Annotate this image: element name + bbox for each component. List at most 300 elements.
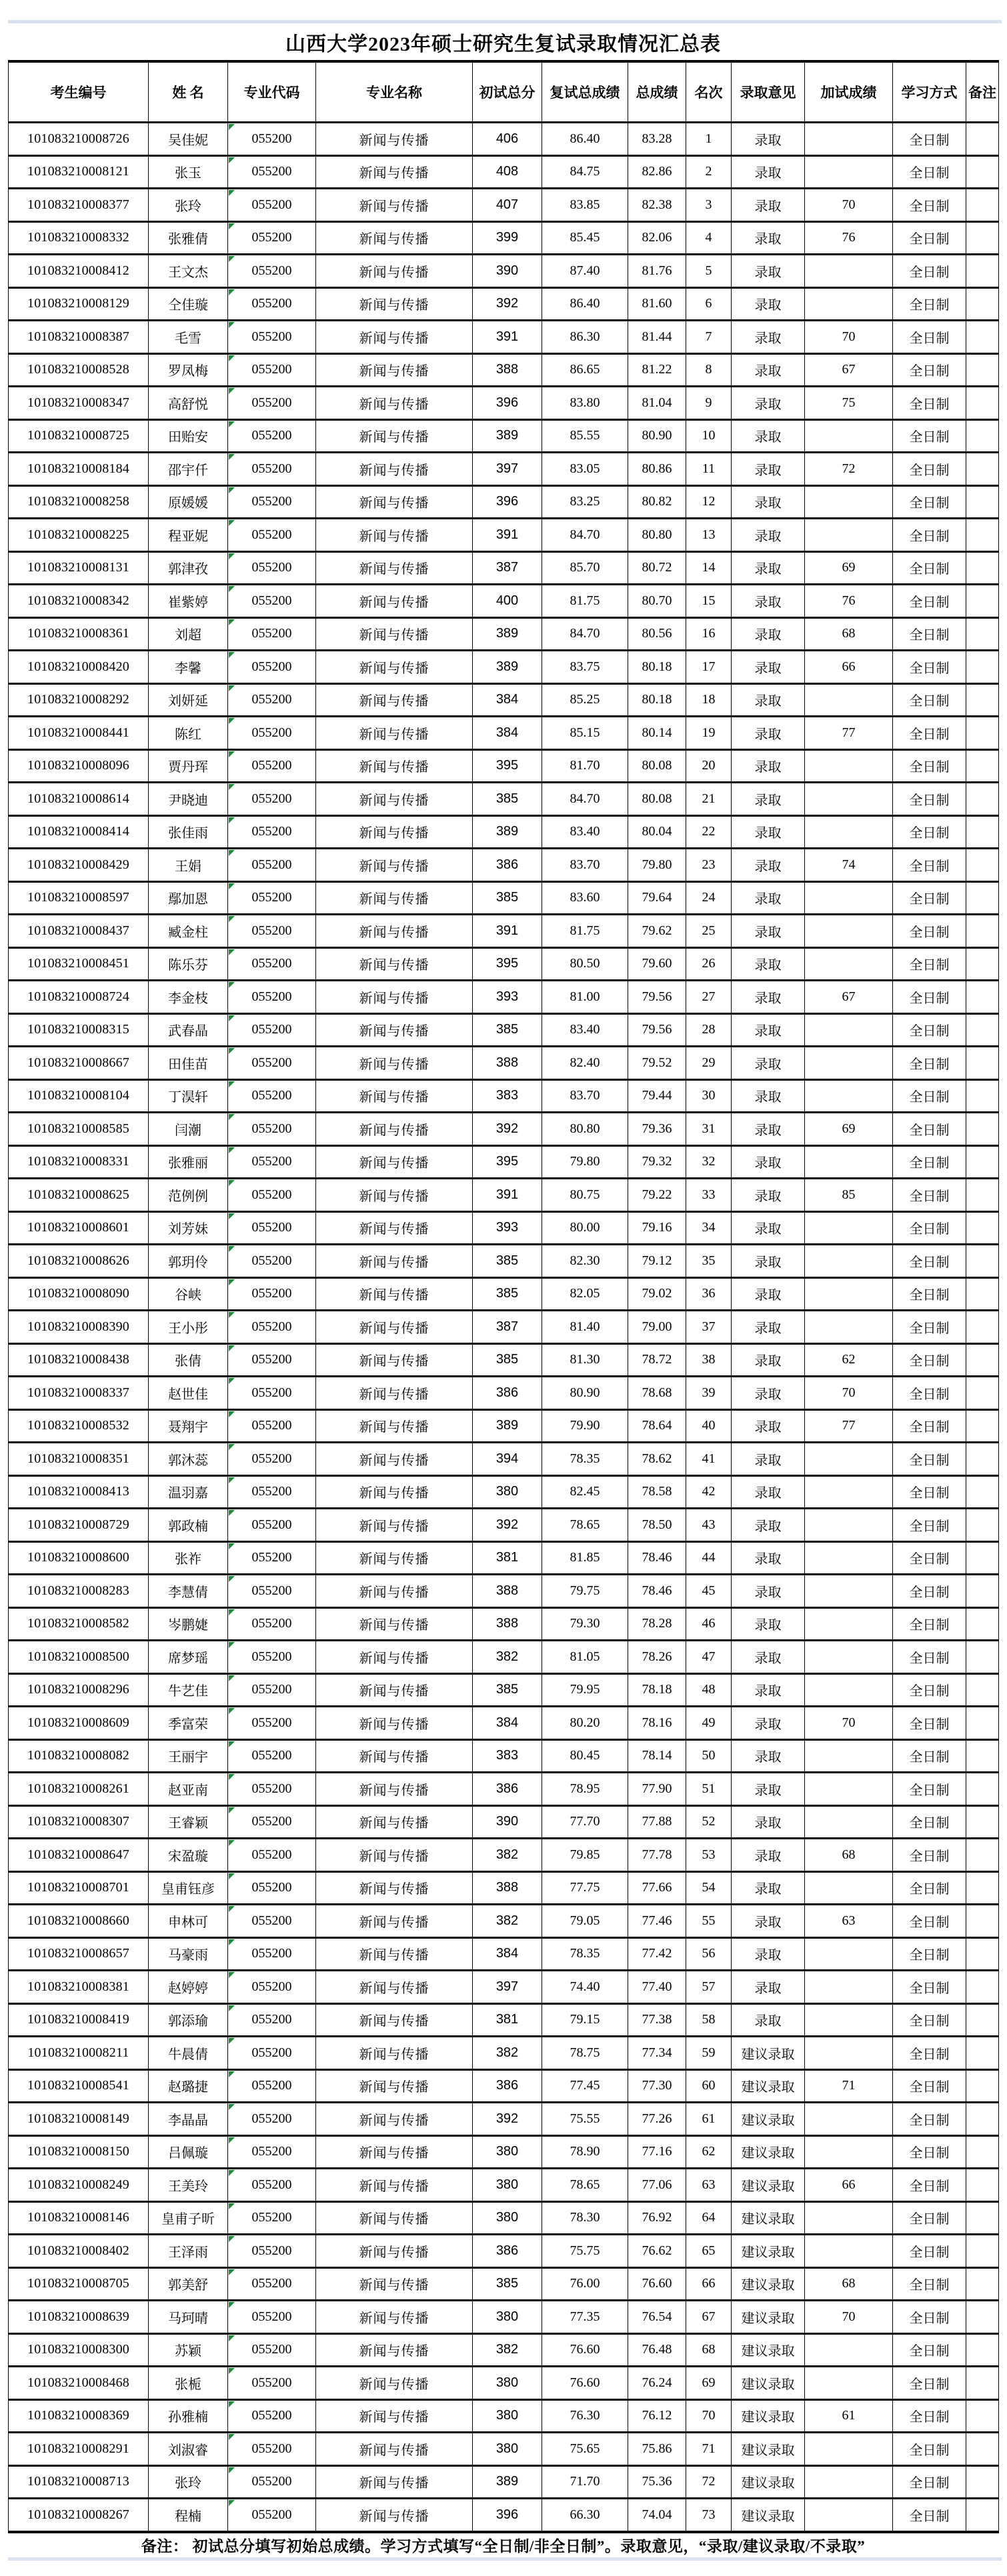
cell-makeup-score [805,2333,893,2367]
cell-retest-score: 71.70 [542,2465,628,2499]
green-triangle-indicator-icon [229,454,235,460]
table-row [9,651,999,684]
cell-major-code [228,1013,316,1047]
cell-decision: 建议录取 [732,2069,805,2103]
cell-candidate-id: 101083210008267 [9,2499,149,2532]
cell-name: 李晶晶 [149,2103,228,2136]
cell-remark [966,1079,999,1113]
cell-name: 聂翔宇 [149,1409,228,1443]
cell-major-code [228,1607,316,1641]
green-triangle-indicator-icon [229,1444,235,1450]
cell-remark [966,1773,999,1806]
cell-study-mode: 全日制 [893,2267,966,2301]
cell-major-code [228,1079,316,1113]
table-row [9,2169,999,2202]
cell-makeup-score [805,1641,893,1674]
cell-major-name: 新闻与传播 [316,2399,473,2433]
cell-initial-score: 397 [473,453,542,486]
cell-candidate-id: 101083210008541 [9,2069,149,2103]
cell-total-score: 78.28 [628,1607,686,1641]
table-row [9,519,999,552]
cell-makeup-score [805,1607,893,1641]
cell-total-score: 83.28 [628,123,686,156]
cell-retest-score: 81.70 [542,749,628,783]
cell-name: 贾丹珲 [149,749,228,783]
green-triangle-indicator-icon [229,1972,235,1978]
table-row [9,2235,999,2268]
cell-name: 尹晓迪 [149,783,228,816]
cell-study-mode: 全日制 [893,353,966,387]
cell-candidate-id: 101083210008725 [9,419,149,453]
green-triangle-indicator-icon [229,652,235,658]
cell-study-mode: 全日制 [893,1475,966,1509]
cell-rank: 32 [686,1145,732,1179]
cell-candidate-id: 101083210008647 [9,1839,149,1872]
cell-major-code [228,2433,316,2466]
cell-total-score: 78.50 [628,1509,686,1542]
cell-total-score: 77.06 [628,2169,686,2202]
cell-major-name: 新闻与传播 [316,1541,473,1575]
green-triangle-indicator-icon [229,916,235,922]
cell-name: 郭政楠 [149,1509,228,1542]
cell-makeup-score: 71 [805,2069,893,2103]
cell-makeup-score [805,1871,893,1905]
cell-candidate-id: 101083210008129 [9,287,149,321]
green-triangle-indicator-icon [229,1510,235,1516]
cell-rank: 73 [686,2499,732,2532]
col-header-name: 姓 名 [149,61,228,123]
cell-name: 苏颖 [149,2333,228,2367]
cell-decision: 录取 [732,1245,805,1278]
cell-retest-score: 74.40 [542,1971,628,2004]
cell-name: 丁淏轩 [149,1079,228,1113]
cell-retest-score: 78.30 [542,2201,628,2235]
table-row [9,717,999,750]
green-triangle-indicator-icon [229,1147,235,1153]
cell-name: 罗凤梅 [149,353,228,387]
cell-decision: 建议录取 [732,2267,805,2301]
cell-major-name: 新闻与传播 [316,485,473,519]
cell-text: 055200 [251,1286,292,1301]
cell-rank: 46 [686,1607,732,1641]
cell-major-name: 新闻与传播 [316,915,473,948]
cell-name: 王泽雨 [149,2235,228,2268]
cell-rank: 65 [686,2235,732,2268]
cell-makeup-score [805,1773,893,1806]
cell-initial-score: 381 [473,1541,542,1575]
cell-initial-score: 384 [473,683,542,717]
table-row [9,155,999,189]
table-row [9,485,999,519]
cell-total-score: 78.58 [628,1475,686,1509]
table-row [9,617,999,651]
cell-name: 张祚 [149,1541,228,1575]
cell-candidate-id: 101083210008296 [9,1673,149,1707]
cell-decision: 录取 [732,287,805,321]
cell-makeup-score [805,1047,893,1080]
cell-decision: 建议录取 [732,2433,805,2466]
cell-candidate-id: 101083210008261 [9,1773,149,1806]
cell-retest-score: 85.70 [542,551,628,585]
cell-study-mode: 全日制 [893,1905,966,1938]
cell-decision: 录取 [732,981,805,1014]
cell-initial-score: 406 [473,123,542,156]
cell-major-name: 新闻与传播 [316,1311,473,1344]
cell-name: 赵世佳 [149,1377,228,1410]
cell-remark [966,2499,999,2532]
cell-study-mode: 全日制 [893,2235,966,2268]
cell-decision: 录取 [732,1179,805,1212]
cell-decision: 建议录取 [732,2367,805,2400]
cell-remark [966,651,999,684]
cell-major-code [228,2499,316,2532]
cell-candidate-id: 101083210008258 [9,485,149,519]
green-triangle-indicator-icon [229,2467,235,2473]
cell-rank: 6 [686,287,732,321]
cell-retest-score: 79.90 [542,1409,628,1443]
cell-text: 055200 [251,1550,292,1565]
cell-rank: 4 [686,221,732,255]
cell-study-mode: 全日制 [893,881,966,915]
cell-makeup-score: 70 [805,1707,893,1740]
cell-text: 055200 [251,2144,292,2159]
green-triangle-indicator-icon [229,685,235,691]
cell-major-name: 新闻与传播 [316,1641,473,1674]
cell-remark [966,387,999,420]
cell-retest-score: 80.00 [542,1211,628,1245]
cell-decision: 录取 [732,1443,805,1476]
cell-remark [966,1343,999,1377]
cell-candidate-id: 101083210008500 [9,1641,149,1674]
cell-initial-score: 392 [473,1113,542,1146]
cell-total-score: 79.56 [628,981,686,1014]
cell-major-code [228,1641,316,1674]
cell-makeup-score: 68 [805,2267,893,2301]
cell-rank: 19 [686,717,732,750]
cell-major-code [228,419,316,453]
cell-candidate-id: 101083210008369 [9,2399,149,2433]
cell-remark [966,815,999,849]
cell-major-code [228,2399,316,2433]
cell-rank: 53 [686,1839,732,1872]
cell-remark [966,1673,999,1707]
cell-candidate-id: 101083210008249 [9,2169,149,2202]
cell-decision: 录取 [732,1211,805,1245]
cell-rank: 24 [686,881,732,915]
cell-major-code [228,749,316,783]
cell-study-mode: 全日制 [893,485,966,519]
table-row [9,783,999,816]
cell-makeup-score [805,1211,893,1245]
cell-retest-score: 85.25 [542,683,628,717]
cell-rank: 61 [686,2103,732,2136]
cell-initial-score: 385 [473,783,542,816]
cell-text: 055200 [251,593,292,608]
cell-makeup-score: 63 [805,1905,893,1938]
cell-decision: 录取 [732,849,805,882]
cell-study-mode: 全日制 [893,1013,966,1047]
cell-name: 郭玥伶 [149,1245,228,1278]
cell-candidate-id: 101083210008468 [9,2367,149,2400]
cell-name: 李馨 [149,651,228,684]
cell-candidate-id: 101083210008413 [9,1475,149,1509]
cell-initial-score: 400 [473,585,542,618]
cell-text: 055200 [251,494,292,509]
green-triangle-indicator-icon [229,1081,235,1087]
cell-decision: 录取 [732,783,805,816]
cell-study-mode: 全日制 [893,2037,966,2070]
green-triangle-indicator-icon [229,322,235,328]
cell-decision: 录取 [732,1079,805,1113]
cell-makeup-score [805,2367,893,2400]
cell-major-code [228,2465,316,2499]
table-row [9,1905,999,1938]
cell-remark [966,849,999,882]
cell-candidate-id: 101083210008626 [9,1245,149,1278]
cell-total-score: 79.44 [628,1079,686,1113]
cell-retest-score: 81.75 [542,915,628,948]
cell-remark [966,485,999,519]
cell-study-mode: 全日制 [893,1211,966,1245]
table-row [9,2201,999,2235]
cell-name: 田佳苗 [149,1047,228,1080]
cell-initial-score: 389 [473,651,542,684]
cell-major-name: 新闻与传播 [316,287,473,321]
cell-retest-score: 78.75 [542,2037,628,2070]
green-triangle-indicator-icon [229,2434,235,2440]
green-triangle-indicator-icon [229,2335,235,2341]
cell-name: 崔紫婷 [149,585,228,618]
cell-initial-score: 393 [473,1211,542,1245]
table-row [9,1047,999,1080]
cell-total-score: 78.46 [628,1541,686,1575]
cell-name: 牛艺佳 [149,1673,228,1707]
cell-makeup-score [805,1013,893,1047]
cell-makeup-score [805,1311,893,1344]
cell-major-name: 新闻与传播 [316,1707,473,1740]
cell-makeup-score [805,1937,893,1971]
table-row [9,1443,999,1476]
cell-major-name: 新闻与传播 [316,1179,473,1212]
cell-retest-score: 84.75 [542,155,628,189]
table-row [9,2267,999,2301]
cell-major-code [228,2301,316,2334]
cell-major-name: 新闻与传播 [316,947,473,981]
cell-name: 张雅丽 [149,1145,228,1179]
table-row [9,2399,999,2433]
cell-name: 高舒悦 [149,387,228,420]
cell-major-code [228,2037,316,2070]
cell-initial-score: 385 [473,1277,542,1311]
green-triangle-indicator-icon [229,487,235,493]
cell-name: 程楠 [149,2499,228,2532]
table-row [9,1277,999,1311]
cell-candidate-id: 101083210008532 [9,1409,149,1443]
cell-major-code [228,485,316,519]
cell-decision: 录取 [732,1937,805,1971]
cell-retest-score: 75.65 [542,2433,628,2466]
cell-retest-score: 78.65 [542,1509,628,1542]
cell-rank: 60 [686,2069,732,2103]
cell-remark [966,2169,999,2202]
cell-decision: 建议录取 [732,2037,805,2070]
cell-decision: 录取 [732,881,805,915]
col-header-decision: 录取意见 [732,61,805,123]
table-row [9,1145,999,1179]
cell-retest-score: 81.40 [542,1311,628,1344]
cell-name: 牛晨倩 [149,2037,228,2070]
cell-makeup-score: 75 [805,387,893,420]
cell-retest-score: 80.50 [542,947,628,981]
table-row [9,683,999,717]
cell-decision: 录取 [732,1839,805,1872]
cell-study-mode: 全日制 [893,387,966,420]
cell-remark [966,221,999,255]
cell-text: 055200 [251,1451,292,1466]
cell-text: 055200 [251,1484,292,1499]
cell-major-code [228,1409,316,1443]
cell-makeup-score [805,1145,893,1179]
cell-study-mode: 全日制 [893,849,966,882]
cell-total-score: 76.62 [628,2235,686,2268]
cell-remark [966,783,999,816]
cell-name: 王美玲 [149,2169,228,2202]
cell-makeup-score: 70 [805,1377,893,1410]
cell-makeup-score [805,1971,893,2004]
cell-remark [966,1575,999,1608]
cell-total-score: 80.18 [628,683,686,717]
cell-makeup-score: 77 [805,1409,893,1443]
cell-candidate-id: 101083210008146 [9,2201,149,2235]
cell-retest-score: 83.75 [542,651,628,684]
cell-study-mode: 全日制 [893,255,966,288]
cell-study-mode: 全日制 [893,749,966,783]
cell-major-code [228,189,316,222]
cell-name: 李金枝 [149,981,228,1014]
cell-makeup-score [805,2499,893,2532]
cell-rank: 17 [686,651,732,684]
cell-rank: 8 [686,353,732,387]
cell-major-code [228,551,316,585]
cell-text: 055200 [251,461,292,476]
cell-major-name: 新闻与传播 [316,453,473,486]
cell-retest-score: 76.60 [542,2333,628,2367]
cell-remark [966,1839,999,1872]
table-row [9,1311,999,1344]
cell-text: 055200 [251,1847,292,1862]
cell-rank: 5 [686,255,732,288]
cell-decision: 录取 [732,1641,805,1674]
cell-retest-score: 83.70 [542,849,628,882]
cell-initial-score: 380 [473,2367,542,2400]
green-triangle-indicator-icon [229,1312,235,1318]
cell-study-mode: 全日制 [893,1739,966,1773]
cell-name: 邵宇仟 [149,453,228,486]
cell-makeup-score: 67 [805,353,893,387]
cell-total-score: 75.36 [628,2465,686,2499]
cell-study-mode: 全日制 [893,1047,966,1080]
green-triangle-indicator-icon [229,1279,235,1285]
cell-total-score: 79.02 [628,1277,686,1311]
cell-decision: 录取 [732,155,805,189]
cell-study-mode: 全日制 [893,1541,966,1575]
cell-decision: 录取 [732,2003,805,2037]
cell-study-mode: 全日制 [893,453,966,486]
table-row [9,287,999,321]
cell-candidate-id: 101083210008361 [9,617,149,651]
cell-major-code [228,2267,316,2301]
cell-text: 055200 [251,230,292,245]
cell-major-name: 新闻与传播 [316,1277,473,1311]
table-row [9,2433,999,2466]
green-triangle-indicator-icon [229,1378,235,1384]
cell-major-name: 新闻与传播 [316,1773,473,1806]
cell-total-score: 77.38 [628,2003,686,2037]
cell-name: 郭津孜 [149,551,228,585]
cell-name: 刘芳妹 [149,1211,228,1245]
green-triangle-indicator-icon [229,2302,235,2308]
cell-retest-score: 78.35 [542,1937,628,1971]
cell-decision: 建议录取 [732,2103,805,2136]
green-triangle-indicator-icon [229,1213,235,1219]
cell-total-score: 79.64 [628,881,686,915]
cell-retest-score: 80.20 [542,1707,628,1740]
cell-name: 王娟 [149,849,228,882]
cell-retest-score: 80.75 [542,1179,628,1212]
cell-total-score: 80.04 [628,815,686,849]
table-row [9,255,999,288]
cell-remark [966,2003,999,2037]
cell-major-code [228,651,316,684]
cell-retest-score: 79.30 [542,1607,628,1641]
cell-rank: 49 [686,1707,732,1740]
cell-decision: 录取 [732,1805,805,1839]
cell-decision: 建议录取 [732,2399,805,2433]
cell-name: 刘超 [149,617,228,651]
cell-major-code [228,1739,316,1773]
cell-text: 055200 [251,1946,292,1961]
cell-initial-score: 396 [473,2499,542,2532]
title-band [8,23,998,60]
cell-study-mode: 全日制 [893,2367,966,2400]
cell-total-score: 80.08 [628,749,686,783]
col-header-major-name: 专业名称 [316,61,473,123]
cell-text: 055200 [251,2309,292,2324]
cell-initial-score: 382 [473,2333,542,2367]
cell-name: 程亚妮 [149,519,228,552]
cell-major-code [228,1113,316,1146]
cell-text: 055200 [251,2045,292,2060]
cell-text: 055200 [251,2276,292,2291]
cell-rank: 18 [686,683,732,717]
cell-initial-score: 390 [473,1805,542,1839]
cell-study-mode: 全日制 [893,1871,966,1905]
cell-total-score: 76.92 [628,2201,686,2235]
cell-remark [966,2037,999,2070]
cell-major-code [228,585,316,618]
cell-total-score: 81.22 [628,353,686,387]
cell-decision: 录取 [732,749,805,783]
cell-initial-score: 397 [473,1971,542,2004]
cell-retest-score: 80.80 [542,1113,628,1146]
green-triangle-indicator-icon [229,2170,235,2176]
cell-remark [966,1805,999,1839]
cell-text: 055200 [251,1253,292,1268]
cell-decision: 录取 [732,353,805,387]
cell-decision: 录取 [732,815,805,849]
cell-initial-score: 389 [473,419,542,453]
table-row [9,551,999,585]
